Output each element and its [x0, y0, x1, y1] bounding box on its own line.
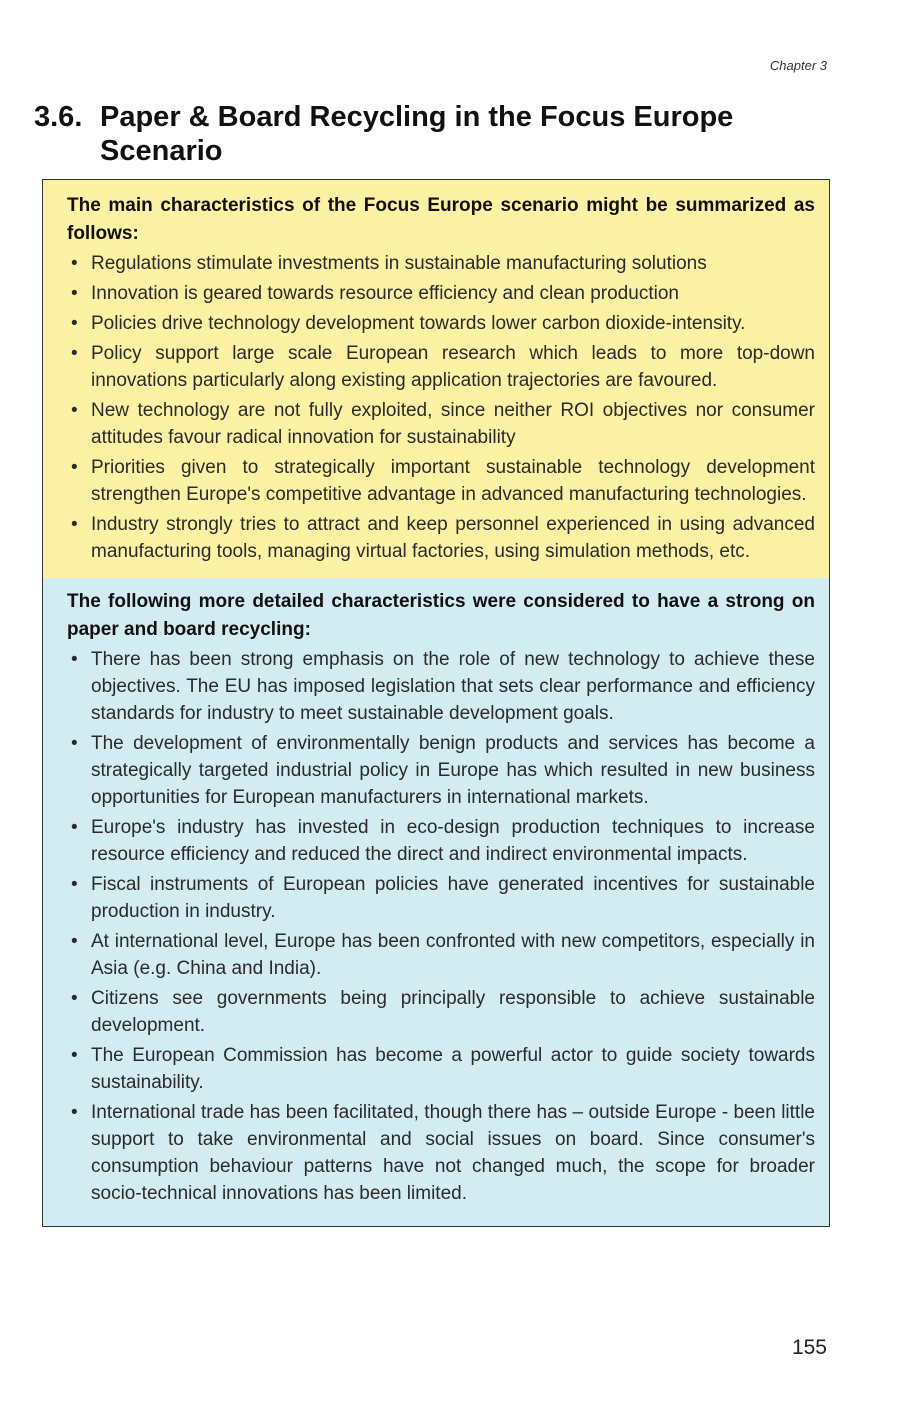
bullet-icon: • [71, 514, 78, 535]
list-item [67, 871, 815, 925]
list-item [67, 454, 815, 508]
list-item [67, 646, 815, 727]
list-item-text: New technology are not fully exploited, since neither ROI objectives nor consumer attitudes favour radical innovation for sustainability [91, 400, 815, 448]
recycling-characteristics-panel [43, 578, 829, 1226]
list-item-text: Policies drive technology development towards lower carbon dioxide-intensity. [91, 313, 746, 334]
bullet-icon: • [71, 649, 78, 670]
bullet-icon: • [71, 400, 78, 421]
list-item [67, 1042, 815, 1096]
bullet-icon: • [71, 931, 78, 952]
recycling-list [67, 646, 815, 1207]
list-item-text: There has been strong emphasis on the role of new technology to achieve these objectives. The EU has imposed legislation that sets clear performance and efficiency standards for industry to meet sustainable development goals. [91, 649, 815, 724]
list-item [67, 511, 815, 565]
list-item [67, 1099, 815, 1207]
bullet-icon: • [71, 1102, 78, 1123]
section-title [34, 100, 794, 168]
list-item-text: Fiscal instruments of European policies have generated incentives for sustainable production in industry. [91, 874, 815, 922]
list-item [67, 340, 815, 394]
list-item-text: Industry strongly tries to attract and keep personnel experienced in using advanced manufacturing tools, managing virtual factories, using simulation methods, etc. [91, 514, 815, 562]
section-number: 3.6. [34, 101, 83, 133]
recycling-intro: The following more detailed characteristics were considered to have a strong on paper and board recycling: [67, 591, 815, 640]
list-item-text: The development of environmentally benign products and services has become a strategically targeted industrial policy in Europe has which resulted in new business opportunities for European manufacturers in international markets. [91, 733, 815, 808]
bullet-icon: • [71, 733, 78, 754]
list-item [67, 928, 815, 982]
characteristics-panel [43, 180, 829, 578]
list-item-text: Citizens see governments being principally responsible to achieve sustainable development. [91, 988, 815, 1036]
bullet-icon: • [71, 253, 78, 274]
list-item-text: Europe's industry has invested in eco-design production techniques to increase resource efficiency and reduced the direct and indirect environmental impacts. [91, 817, 815, 865]
bullet-icon: • [71, 343, 78, 364]
list-item [67, 280, 815, 307]
list-item [67, 310, 815, 337]
list-item-text: At international level, Europe has been confronted with new competitors, especially in Asia (e.g. China and India). [91, 931, 815, 979]
list-item-text: Regulations stimulate investments in sustainable manufacturing solutions [91, 253, 707, 274]
bullet-icon: • [71, 817, 78, 838]
bullet-icon: • [71, 988, 78, 1009]
list-item [67, 730, 815, 811]
characteristics-intro: The main characteristics of the Focus Europe scenario might be summarized as follows: [67, 195, 815, 244]
list-item-text: International trade has been facilitated, though there has – outside Europe - been little support to take environmental and social issues on board. Since consumer's consumption behaviour patterns have not changed much, the scope for broader socio-technical innovations has been limited. [91, 1102, 815, 1204]
bullet-icon: • [71, 1045, 78, 1066]
list-item [67, 985, 815, 1039]
bullet-icon: • [71, 283, 78, 304]
list-item [67, 397, 815, 451]
list-item-text: The European Commission has become a powerful actor to guide society towards sustainability. [91, 1045, 815, 1093]
list-item-text: Priorities given to strategically important sustainable technology development strengthen Europe's competitive advantage in advanced manufacturing technologies. [91, 457, 815, 505]
list-item-text: Innovation is geared towards resource efficiency and clean production [91, 283, 679, 304]
list-item [67, 814, 815, 868]
list-item-text: Policy support large scale European research which leads to more top-down innovations particularly along existing application trajectories are favoured. [91, 343, 815, 391]
page-number: 155 [791, 1336, 827, 1359]
chapter-header: Chapter 3 [769, 58, 827, 73]
bullet-icon: • [71, 457, 78, 478]
bullet-icon: • [71, 313, 78, 334]
section-title-text: Paper & Board Recycling in the Focus Europe Scenario [100, 101, 734, 167]
bullet-icon: • [71, 874, 78, 895]
scenario-box [42, 179, 830, 1227]
characteristics-list [67, 250, 815, 565]
list-item [67, 250, 815, 277]
